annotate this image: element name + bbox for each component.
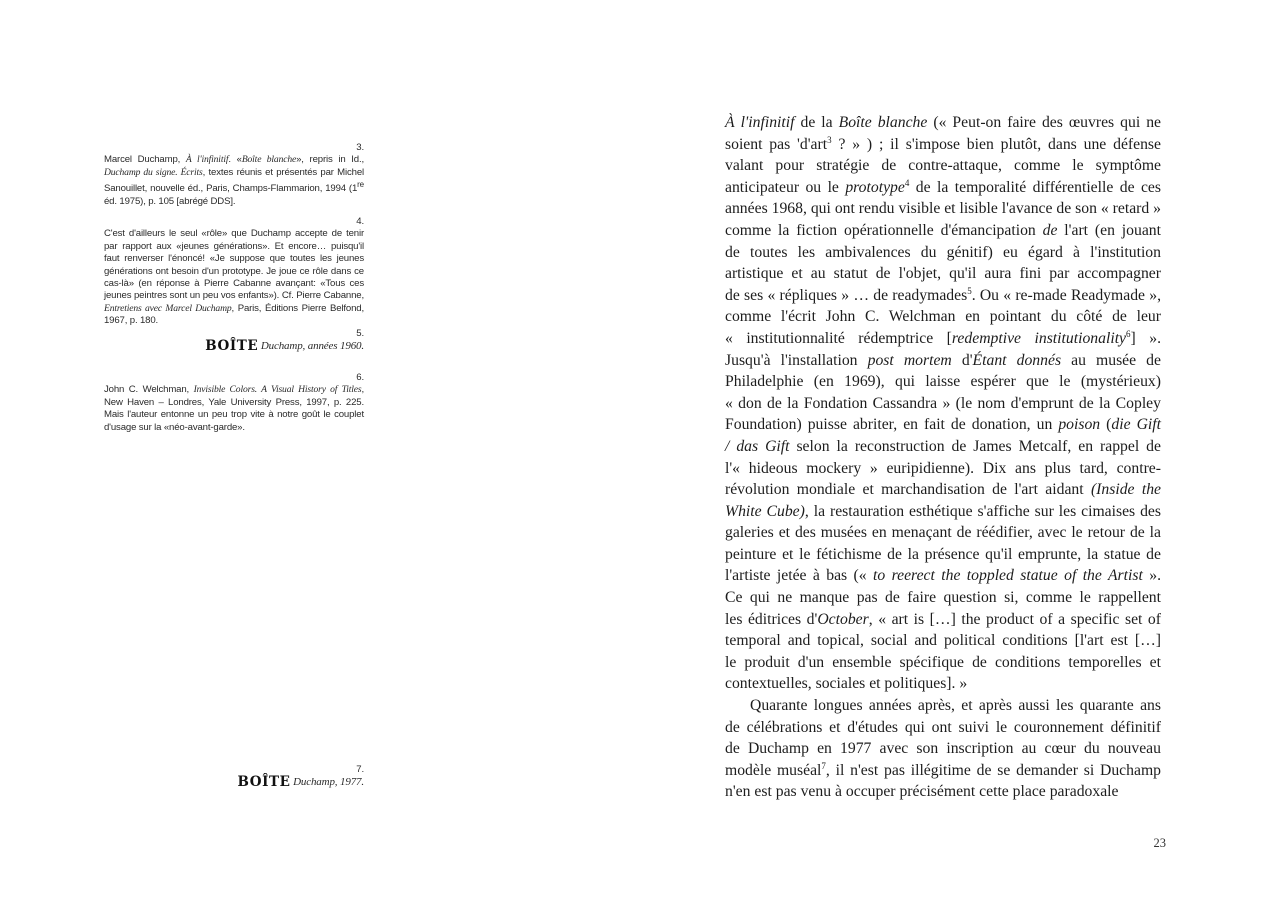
boite-caption: Duchamp, 1977. (293, 776, 364, 789)
text-line: révolution mondiale et marchandisation de l'art aidant (Inside the (725, 481, 1161, 499)
footnote-7 (104, 764, 364, 790)
text-line: Ce qui ne manque pas de faire question si, comme le rappellent (725, 589, 1161, 607)
boite-wordmark: BOÎTE (205, 338, 259, 355)
footnote-5 (104, 328, 364, 354)
text-line: Philadelphie (en 1969), qui laisse espérer que le (mystérieux) (725, 373, 1161, 391)
text-line: « don de la Fondation Cassandra » (le nom d'emprunt de la Copley (725, 394, 1161, 412)
footnote-figure-caption (104, 776, 364, 789)
text-line: White Cube), la restauration esthétique s'affiche sur les cimaises des (725, 502, 1161, 520)
text-line: À l'infinitif de la Boîte blanche (« Peut-on faire des œuvres qui ne (725, 114, 1161, 131)
footnote-number: 6. (356, 372, 364, 383)
text-line: valant pour stratégie de contre-attaque, comme le symptôme (725, 157, 1161, 175)
text-line: de toutes les ambivalences du génitif) eu égard à l'institution (725, 243, 1161, 261)
text-line: Jusqu'à l'installation post mortem d'Étant donnés au musée de (725, 351, 1161, 369)
text-line: contextuelles, sociales et politiques]. » (725, 675, 968, 693)
text-line: de Duchamp en 1977 avec son inscription au cœur du nouveau (725, 740, 1161, 758)
right-page (632, 0, 1265, 904)
text-line: comme l'écrit John C. Welchman en pointant du côté de leur (725, 308, 1161, 326)
boite-caption: Duchamp, années 1960. (260, 340, 364, 353)
page-number: 23 (1153, 836, 1166, 850)
footnote-number: 4. (356, 216, 364, 227)
text-line: années 1968, qui ont rendu visible et lisible l'avance de son « retard » (725, 200, 1161, 218)
footnote-text: Marcel Duchamp, À l'infinitif. «Boîte blanche», repris in Id., Duchamp du signe. Écrits, textes réunis et présentés par Michel Sanouillet, nouvelle éd., Paris, Champs-Flammarion, 1994 (1re éd. 1975), p. 105 [abrégé DDS]. (104, 154, 364, 207)
text-line: artistique et au statut de l'objet, qu'il aura fini par accompagner (725, 265, 1161, 283)
footnote-6 (104, 372, 364, 434)
text-line: les éditrices d'October, « art is […] the product of a specific set of (725, 610, 1161, 628)
text-line: « institutionnalité rédemptrice [redemptive institutionality$^6$] ». (725, 328, 1161, 347)
text-line: galeries et des musées en menaçant de réédifier, avec le retour de la (725, 524, 1161, 542)
footnote-3 (104, 142, 364, 208)
text-line: de ses « répliques » … de readymades$^5$. Ou « re-made Readymade », (725, 285, 1161, 304)
text-line: Quarante longues années après, et après aussi les quarante ans (750, 697, 1161, 715)
body-text (725, 112, 1161, 803)
text-line: de célébrations et d'études qui ont suivi le couronnement définitif (725, 718, 1161, 736)
footnote-text: John C. Welchman, Invisible Colors. A Visual History of Titles, New Haven – Londres, Yale University Press, 1997, p. 225. Mais l'auteur entonne un peu trop vite à notre goût le couplet d'usage sur la «néo-avant-garde». (104, 384, 364, 433)
footnote-number: 3. (356, 142, 364, 153)
boite-wordmark: BOÎTE (237, 774, 291, 791)
footnote-figure-caption (104, 340, 364, 353)
text-line: anticipateur ou le prototype$^4$ de la temporalité différentielle de ces (725, 177, 1161, 196)
footnote-4 (104, 216, 364, 328)
text-line: / das Gift selon la reconstruction de James Metcalf, en rappel de (725, 437, 1161, 455)
text-line: comme la fiction opérationnelle d'émancipation de l'art (en jouant (725, 221, 1161, 239)
text-line: modèle muséal$^7$, il n'est pas illégitime de se demander si Duchamp (725, 760, 1161, 779)
text-line: l'artiste jetée à bas (« to reerect the toppled statue of the Artist ». (725, 567, 1161, 585)
text-line: peinture et le fétichisme de la présence qu'il emprunte, la statue de (725, 545, 1161, 563)
text-line: le produit d'un ensemble spécifique de conditions temporelles et (725, 653, 1161, 671)
text-line: n'en est pas venu à occuper précisément cette place paradoxale (725, 783, 1119, 801)
left-page (0, 0, 632, 904)
text-line: temporal and topical, social and political conditions [l'art est […] (725, 632, 1161, 650)
text-line: l'« hideous mockery » euripidienne). Dix ans plus tard, contre- (725, 459, 1161, 477)
footnote-number: 7. (356, 764, 364, 775)
footnote-number: 5. (356, 328, 364, 339)
footnote-text: C'est d'ailleurs le seul «rôle» que Duchamp accepte de tenir par rapport aux «jeunes générations». Et encore… puisqu'il faut renverser l'énoncé! «Je suppose que toutes les jeunes générations ont besoin d'un prototype. Je joue ce rôle dans ce cas-là» (en réponse à Pierre Cabanne avançant: «Tous ces jeunes peintres sont un peu vos enfants»). Cf. Pierre Cabanne, Entretiens avec Marcel Duchamp, Paris, Éditions Pierre Belfond, 1967, p. 180. (104, 228, 364, 327)
text-line: Foundation) puisse abriter, en fait de donation, un poison (die Gift (725, 416, 1161, 434)
text-line: soient pas 'd'art$^3$ ? » ) ; il s'impose bien plutôt, dans une défense (725, 134, 1161, 153)
